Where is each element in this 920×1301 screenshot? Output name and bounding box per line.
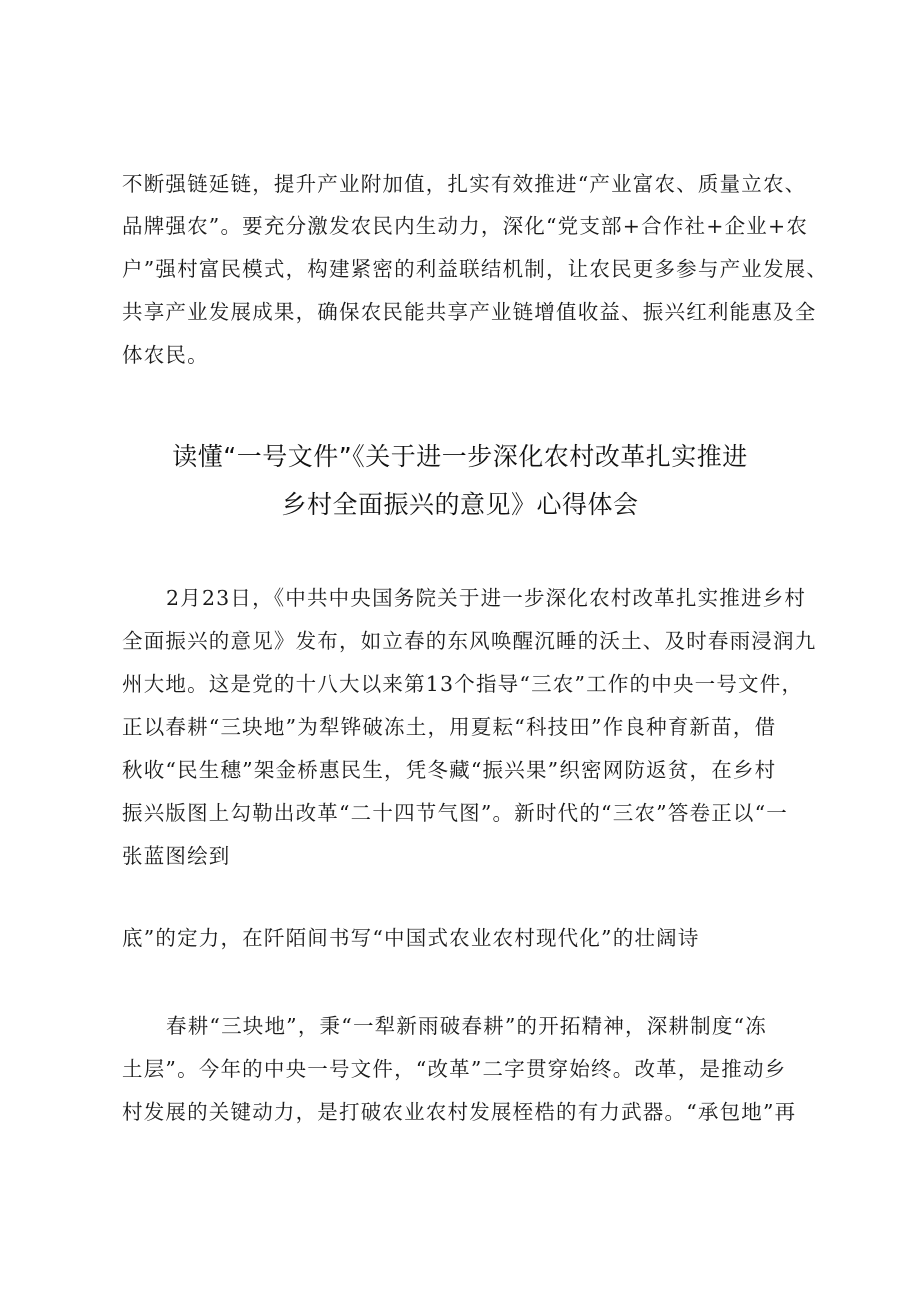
paragraph-line: 土层”。今年的中央一号文件，“改革”二字贯穿始终。改革，是推动乡	[122, 1057, 787, 1081]
paragraph-line: 户”强村富民模式，构建紧密的利益联结机制，让农民更多参与产业发展、	[122, 257, 829, 281]
paragraph-line: 2月23日，《中共中央国务院关于进一步深化农村改革扎实推进乡村	[166, 586, 807, 610]
paragraph-line: 底”的定力，在阡陌间书写“中国式农业农村现代化”的壮阔诗	[122, 926, 700, 950]
paragraph-line: 不断强链延链，提升产业附加值，扎实有效推进“产业富农、质量立农、	[122, 172, 807, 196]
paragraph-line: 州大地。这是党的十八大以来第13个指导“三农”工作的中央一号文件，	[122, 672, 804, 696]
paragraph-line: 品牌强农”。要充分激发农民内生动力，深化“党支部+合作社+企业+农	[122, 214, 809, 238]
paragraph-line: 春耕“三块地”，秉“一犁新雨破春耕”的开拓精神，深耕制度“冻	[166, 1014, 767, 1038]
paragraph-line: 秋收“民生穗”架金桥惠民生，凭冬藏“振兴果”织密网防返贫，在乡村	[122, 758, 777, 782]
paragraph-line: 张蓝图绘到	[122, 844, 231, 868]
paragraph-line: 体农民。	[122, 343, 209, 367]
paragraph-line: 振兴版图上勾勒出改革“二十四节气图”。新时代的“三农”答卷正以“一	[122, 801, 788, 825]
paragraph-line: 共享产业发展成果，确保农民能共享产业链增值收益、振兴红利能惠及全	[122, 300, 817, 324]
paragraph-line: 正以春耕“三块地”为犁铧破冻土，用夏耘“科技田”作良种育新苗，借	[122, 715, 777, 739]
paragraph-line: 全面振兴的意见》发布，如立春的东风唤醒沉睡的沃土、及时春雨浸润九	[122, 629, 817, 653]
title-line-2: 乡村全面振兴的意见》心得体会	[281, 490, 639, 519]
paragraph-line: 村发展的关键动力，是打破农业农村发展桎梏的有力武器。“承包地”再	[122, 1100, 797, 1124]
title-line-1: 读懂“一号文件”《关于进一步深化农村改革扎实推进	[172, 442, 748, 471]
